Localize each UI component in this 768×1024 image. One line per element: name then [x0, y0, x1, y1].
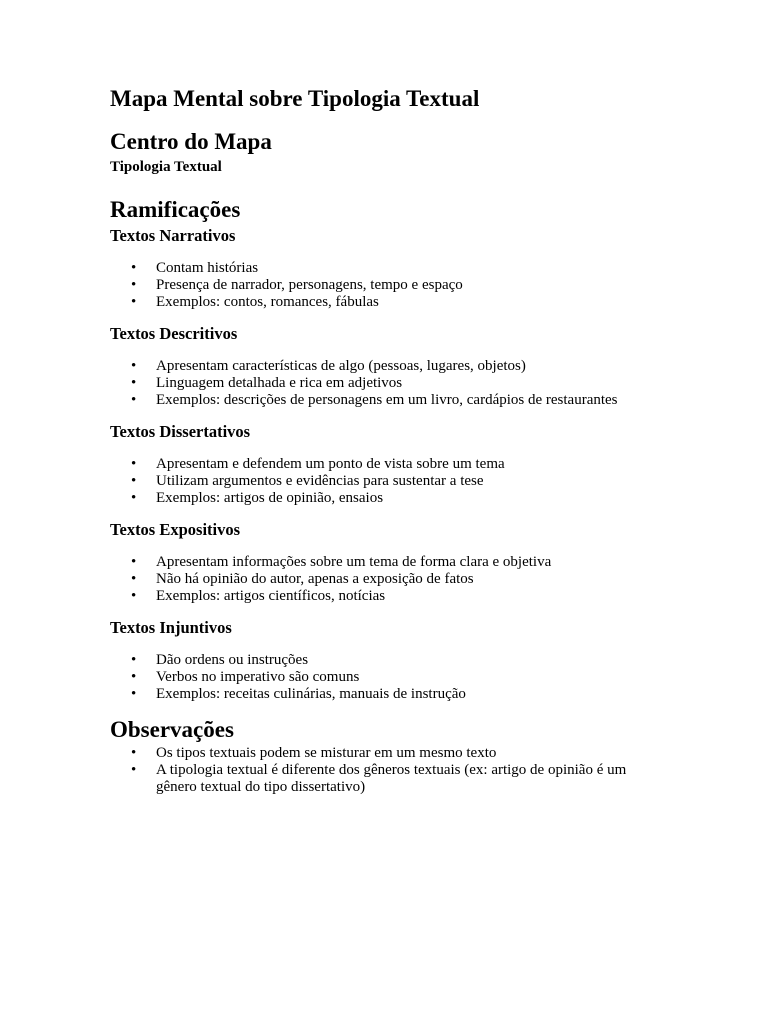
- branch-title: Textos Narrativos: [110, 226, 236, 245]
- list-item: • A tipologia textual é diferente dos gêneros textuais (ex: artigo de opinião é um gênero textual do tipo dissertativo): [156, 762, 658, 796]
- list-item: • Presença de narrador, personagens, tempo e espaço: [156, 277, 658, 294]
- center-text: Tipologia Textual: [110, 159, 222, 175]
- list-item: • Apresentam características de algo (pessoas, lugares, objetos): [156, 358, 658, 375]
- list-item: • Apresentam informações sobre um tema de forma clara e objetiva: [156, 554, 658, 571]
- list-item: • Exemplos: receitas culinárias, manuais de instrução: [156, 686, 658, 703]
- bullet-list: [110, 652, 658, 703]
- list-item: • Apresentam e defendem um ponto de vista sobre um tema: [156, 456, 658, 473]
- list-item: • Exemplos: descrições de personagens em um livro, cardápios de restaurantes: [156, 392, 658, 409]
- branch-descritivos: [110, 323, 658, 409]
- list-item: • Verbos no imperativo são comuns: [156, 669, 658, 686]
- branch-title: Textos Descritivos: [110, 324, 238, 343]
- list-item: • Os tipos textuais podem se misturar em um mesmo texto: [156, 745, 658, 762]
- list-item: • Não há opinião do autor, apenas a exposição de fatos: [156, 571, 658, 588]
- branch-dissertativos: [110, 421, 658, 507]
- document-title: Mapa Mental sobre Tipologia Textual: [110, 86, 480, 111]
- bullet-list: [110, 456, 658, 507]
- branch-expositivos: [110, 519, 658, 605]
- list-item: • Dão ordens ou instruções: [156, 652, 658, 669]
- list-item: • Exemplos: artigos de opinião, ensaios: [156, 490, 658, 507]
- list-item: • Exemplos: contos, romances, fábulas: [156, 294, 658, 311]
- center-heading: Centro do Mapa: [110, 129, 272, 154]
- bullet-list: [110, 260, 658, 311]
- branch-injuntivos: [110, 617, 658, 703]
- bullet-list: [110, 358, 658, 409]
- bullet-list: [110, 554, 658, 605]
- observations-list: [110, 745, 658, 796]
- list-item: • Linguagem detalhada e rica em adjetivos: [156, 375, 658, 392]
- branch-title: Textos Dissertativos: [110, 422, 251, 441]
- branch-title: Textos Injuntivos: [110, 618, 232, 637]
- list-item: • Utilizam argumentos e evidências para sustentar a tese: [156, 473, 658, 490]
- list-item: • Exemplos: artigos científicos, notícias: [156, 588, 658, 605]
- observations-heading: Observações: [110, 717, 234, 742]
- list-item: • Contam histórias: [156, 260, 658, 277]
- branch-title: Textos Expositivos: [110, 520, 241, 539]
- branches-heading: Ramificações: [110, 197, 241, 222]
- branch-narrativos: [110, 225, 658, 311]
